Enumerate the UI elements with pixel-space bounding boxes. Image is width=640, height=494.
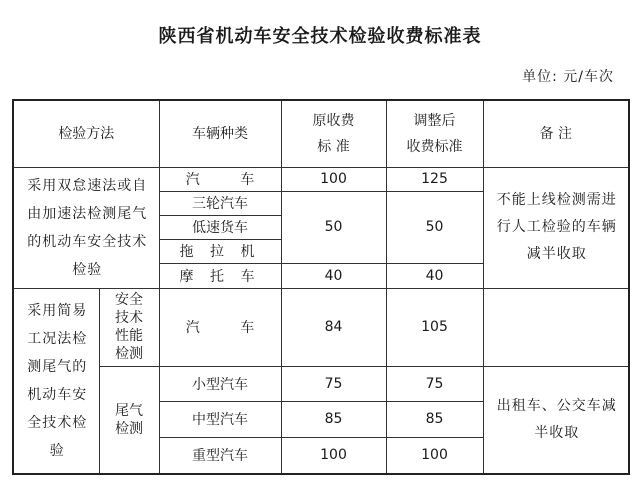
vehicle-cell: 摩 托 车 bbox=[159, 263, 281, 288]
vehicle-cell: 汽 车 bbox=[159, 288, 281, 366]
vehicle-cell: 三轮汽车 bbox=[159, 191, 281, 215]
vehicle-cell: 低速货车 bbox=[159, 215, 281, 239]
header-method: 检验方法 bbox=[13, 100, 159, 167]
original-fee-cell: 40 bbox=[281, 263, 386, 288]
header-original-fee-line1: 原收费 bbox=[312, 112, 355, 129]
table-row bbox=[13, 366, 629, 401]
group1-method: 采用双怠速法或自由加速法检测尾气的机动车安全技术检验 bbox=[13, 167, 159, 288]
header-adjusted-fee-line2: 收费标准 bbox=[406, 138, 463, 155]
header-adjusted-fee-line1: 调整后 bbox=[413, 112, 456, 129]
document-title: 陕西省机动车安全技术检验收费标准表 bbox=[158, 26, 482, 47]
group2-sub1-label bbox=[99, 288, 159, 366]
group2-method: 采用简易工况法检测尾气的机动车安全技术检验 bbox=[13, 288, 99, 474]
original-fee-cell: 75 bbox=[281, 366, 386, 401]
original-fee-cell: 85 bbox=[281, 401, 386, 437]
table-row bbox=[13, 167, 629, 191]
header-original-fee-line2: 标 准 bbox=[317, 138, 350, 155]
group2-sub2-label-text: 尾气检测 bbox=[115, 402, 143, 437]
group2-sub2-label bbox=[99, 366, 159, 474]
adjusted-fee-cell: 105 bbox=[386, 288, 483, 366]
group2-sub1-remark bbox=[483, 288, 629, 366]
table-row bbox=[13, 288, 629, 366]
header-adjusted-fee bbox=[386, 100, 483, 167]
original-fee-cell: 100 bbox=[281, 167, 386, 191]
original-fee-cell: 100 bbox=[281, 437, 386, 474]
vehicle-cell: 重型汽车 bbox=[159, 437, 281, 474]
unit-label: 单位: 元/车次 bbox=[522, 69, 614, 85]
adjusted-fee-cell: 50 bbox=[386, 191, 483, 263]
group2-sub1-label-text: 安全技术性能检测 bbox=[115, 292, 143, 362]
adjusted-fee-cell: 75 bbox=[386, 366, 483, 401]
original-fee-cell: 84 bbox=[281, 288, 386, 366]
group1-remark: 不能上线检测需进行人工检验的车辆减半收取 bbox=[483, 167, 629, 288]
vehicle-cell: 汽 车 bbox=[159, 167, 281, 191]
header-vehicle-type: 车辆种类 bbox=[159, 100, 281, 167]
header-row bbox=[13, 100, 629, 167]
vehicle-cell: 拖 拉 机 bbox=[159, 239, 281, 263]
adjusted-fee-cell: 40 bbox=[386, 263, 483, 288]
original-fee-cell: 50 bbox=[281, 191, 386, 263]
adjusted-fee-cell: 100 bbox=[386, 437, 483, 474]
adjusted-fee-cell: 85 bbox=[386, 401, 483, 437]
vehicle-cell: 中型汽车 bbox=[159, 401, 281, 437]
fee-table bbox=[12, 99, 630, 475]
header-original-fee bbox=[281, 100, 386, 167]
adjusted-fee-cell: 125 bbox=[386, 167, 483, 191]
header-remark: 备 注 bbox=[483, 100, 629, 167]
group2-remark: 出租车、公交车减半收取 bbox=[483, 366, 629, 474]
vehicle-cell: 小型汽车 bbox=[159, 366, 281, 401]
